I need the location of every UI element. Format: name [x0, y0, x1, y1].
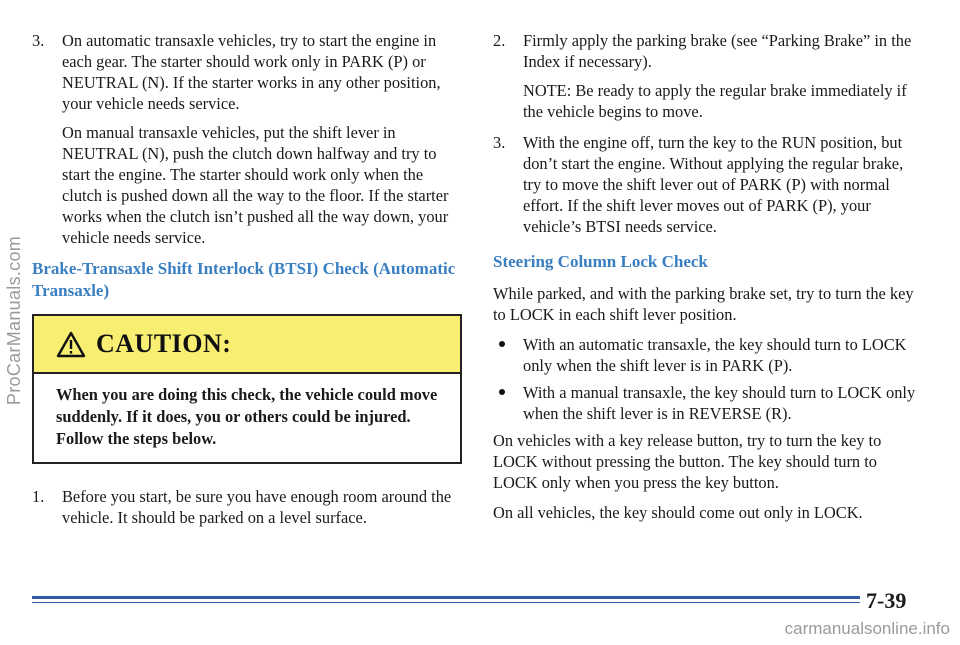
bullet-dot-icon	[499, 341, 505, 347]
step-number: 1.	[32, 487, 45, 506]
step-number: 2.	[493, 31, 506, 50]
watermark-left	[2, 80, 28, 560]
manual-transaxle-paragraph: On manual transaxle vehicles, put the shift lever in NEUTRAL (N), push the clutch down halfway and try to start the engine. The starter should work only when the clutch is pushed down all the way to the floor. If the starter works when the clutch isn’t pushed all the way down, your vehicle needs service.	[62, 123, 449, 247]
caution-title: CAUTION:	[96, 329, 232, 358]
list-item	[493, 382, 923, 424]
btsi-check-heading: Brake-Transaxle Shift Interlock (BTSI) Check (Automatic Transaxle)	[32, 259, 456, 300]
step-text: On automatic transaxle vehicles, try to start the engine in each gear. The starter should work only in PARK (P) or NEUTRAL (N). If the starter works in any other position, your vehicle needs service.	[62, 31, 441, 113]
key-lock-paragraph: On all vehicles, the key should come out only in LOCK.	[493, 503, 863, 522]
watermark-bottom: carmanualsonline.info	[784, 619, 950, 638]
key-release-paragraph: On vehicles with a key release button, try to turn the key to LOCK without pressing the button. The key should turn to LOCK only when you press the key button.	[493, 431, 882, 492]
caution-body: When you are doing this check, the vehicle could move suddenly. If it does, you or others could be injured. Follow the steps below.	[56, 385, 438, 448]
steering-lock-intro: While parked, and with the parking brake set, try to turn the key to LOCK in each shift lever position.	[493, 284, 914, 324]
steering-lock-heading: Steering Column Lock Check	[493, 252, 708, 271]
list-item	[493, 334, 923, 376]
step-3-starter-check	[32, 30, 464, 114]
step-text: Firmly apply the parking brake (see “Parking Brake” in the Index if necessary).	[523, 31, 912, 71]
step-number: 3.	[493, 133, 506, 152]
watermark-left-text: ProCarManuals.com	[4, 235, 25, 405]
left-column	[32, 30, 464, 536]
step-3-shift-lever	[493, 132, 923, 237]
step-text: Before you start, be sure you have enough room around the vehicle. It should be parked on a level surface.	[62, 487, 452, 527]
step-text: With the engine off, turn the key to the RUN position, but don’t start the engine. Without applying the regular brake, try to move the shift lever out of PARK (P) with normal effort. If the shift lever moves out of PARK (P), your vehicle’s BTSI needs service.	[523, 133, 904, 236]
warning-triangle-icon	[56, 331, 86, 358]
right-column	[493, 30, 923, 532]
step-2-parking-brake	[493, 30, 923, 72]
step-1-before-start	[32, 486, 464, 528]
footer-rule	[32, 596, 860, 603]
bullet-text: With an automatic transaxle, the key should turn to LOCK only when the shift lever is in PARK (P).	[523, 335, 907, 375]
caution-header	[34, 316, 460, 374]
step-number: 3.	[32, 31, 45, 50]
note-paragraph: NOTE: Be ready to apply the regular brake immediately if the vehicle begins to move.	[523, 81, 907, 121]
bullet-dot-icon	[499, 389, 505, 395]
page-number: 7-39	[866, 588, 907, 613]
caution-box	[32, 314, 462, 464]
bullet-text: With a manual transaxle, the key should turn to LOCK only when the shift lever is in REVERSE (R).	[523, 383, 916, 423]
